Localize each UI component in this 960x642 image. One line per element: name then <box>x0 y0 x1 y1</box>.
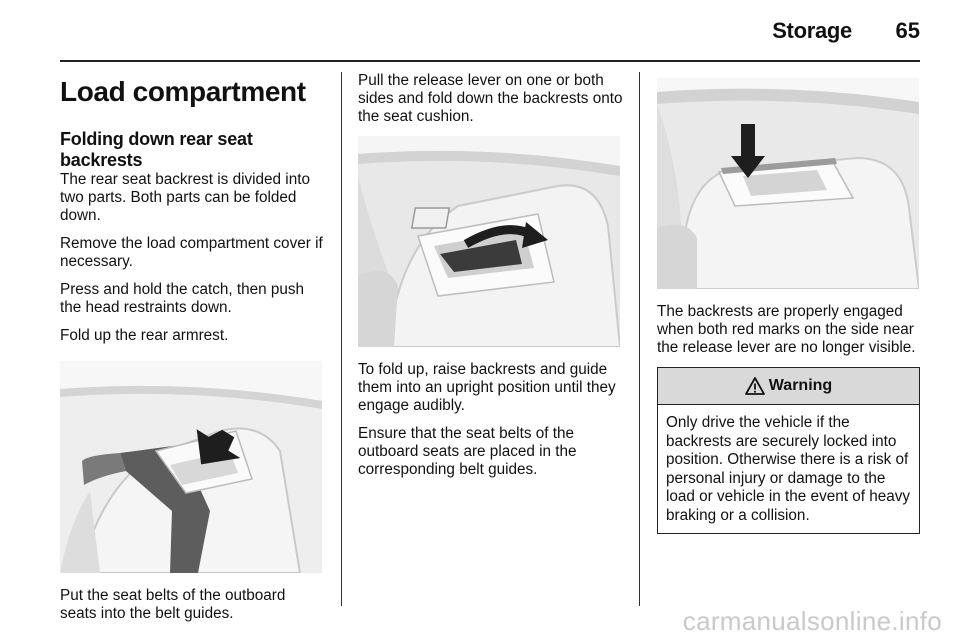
paragraph: Press and hold the catch, then push the head restraints down. <box>60 281 305 316</box>
figure-head-restraint-catch <box>60 361 322 573</box>
column-3 <box>657 72 922 534</box>
subsection-title: Folding down rear seat backrests <box>60 129 253 170</box>
paragraph: To fold up, raise backrests and guide them into an upright position until they engage audibly. <box>358 361 616 414</box>
paragraph: Remove the load compartment cover if necessary. <box>60 235 323 270</box>
paragraph: Ensure that the seat belts of the outboard seats are placed in the corresponding belt guides. <box>358 425 577 478</box>
section-title: Load compartment <box>60 76 306 107</box>
paragraph: Pull the release lever on one or both sides and fold down the backrests onto the seat cushion. <box>358 72 623 125</box>
paragraph: Fold up the rear armrest. <box>60 327 229 344</box>
paragraph: The backrests are properly engaged when both red marks on the side near the release lever are no longer visible. <box>657 303 916 356</box>
column-divider-1 <box>341 72 342 606</box>
figure-release-lever <box>358 136 620 347</box>
column-2 <box>358 72 624 489</box>
paragraph: The rear seat backrest is divided into two parts. Both parts can be folded down. <box>60 171 310 224</box>
page-number: 65 <box>895 18 920 43</box>
watermark-text: carmanualsonline.info <box>682 606 942 636</box>
warning-text: Only drive the vehicle if the backrests are securely locked into position. Otherwise there is a risk of personal injury or damage to the load or vehicle in the event of heavy braking or a collision. <box>666 414 911 524</box>
figure-backrest-engaged <box>657 78 919 289</box>
warning-triangle-icon <box>745 376 765 396</box>
column-1 <box>60 72 326 633</box>
header-rule <box>60 60 920 62</box>
warning-box <box>657 367 920 534</box>
column-divider-2 <box>639 72 640 606</box>
warning-header <box>658 368 919 405</box>
warning-title: Warning <box>768 377 833 394</box>
paragraph: Put the seat belts of the outboard seats into the belt guides. <box>60 587 286 622</box>
page-header-title: Storage <box>772 18 852 43</box>
